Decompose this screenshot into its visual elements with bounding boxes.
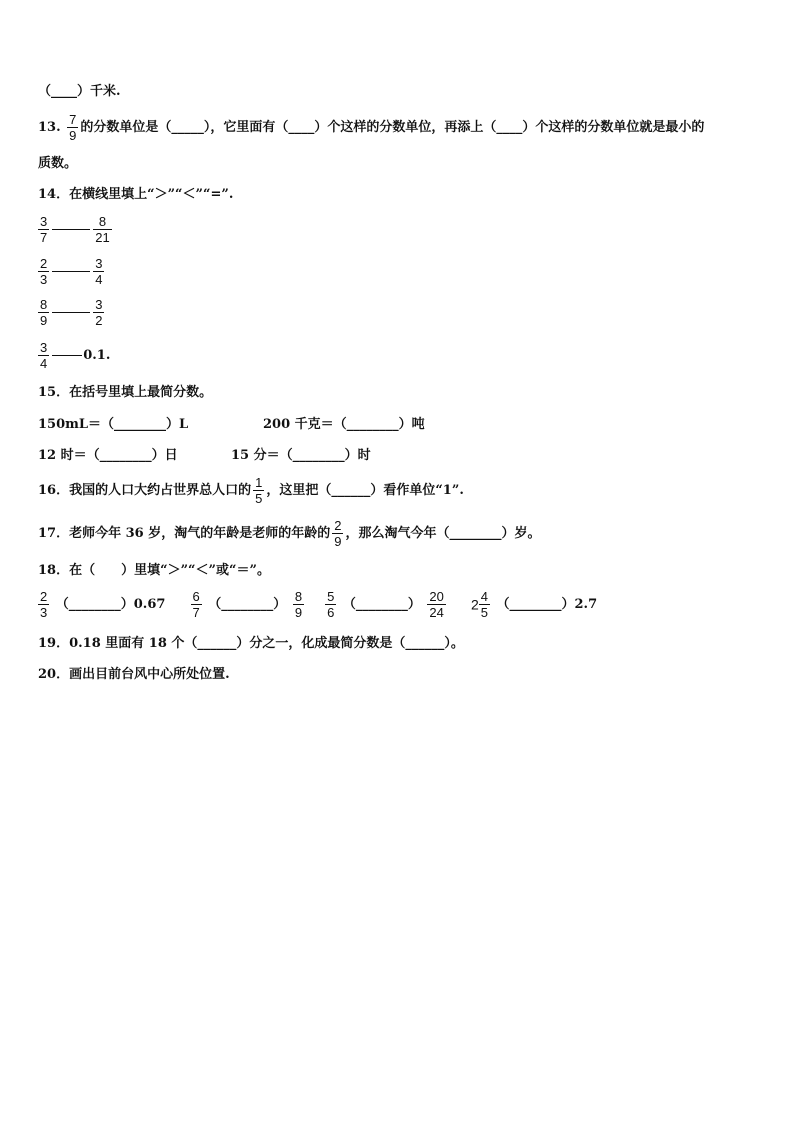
question-19: 19．0.18 里面有 18 个（______）分之一，化成最简分数是（______）。 bbox=[38, 636, 464, 651]
frac-num: 20 bbox=[429, 589, 444, 604]
q14-r1-right bbox=[93, 214, 111, 245]
q18-text-1: （________）0.67 bbox=[55, 597, 166, 612]
frac-num: 4 bbox=[480, 589, 488, 604]
frac-den: 7 bbox=[40, 230, 48, 245]
q18-text-3: （________） bbox=[342, 597, 421, 612]
q14-row-2 bbox=[38, 256, 106, 287]
frac-num: 2 bbox=[40, 589, 48, 604]
frac-num: 1 bbox=[255, 475, 263, 490]
q14-title: 14．在横线里填上“＞”“＜”“=”. bbox=[38, 187, 234, 202]
q14-row-1 bbox=[38, 214, 114, 245]
q18-mixed-whole: 2 bbox=[470, 596, 479, 613]
q18-frac-6 bbox=[479, 589, 490, 620]
q14-r4-value: 0.1. bbox=[83, 348, 111, 363]
q14-row-3 bbox=[38, 297, 106, 328]
q14-r3-left bbox=[38, 297, 49, 328]
q13-fraction bbox=[67, 112, 78, 143]
q18-frac-4 bbox=[325, 589, 336, 620]
q17-text-post: ，那么淘气今年（________）岁。 bbox=[345, 526, 541, 541]
q18-row bbox=[38, 589, 597, 620]
q14-r2-left bbox=[38, 256, 49, 287]
frac-num: 3 bbox=[95, 256, 103, 271]
frac-num: 6 bbox=[192, 589, 200, 604]
q18-text-4: （________）2.7 bbox=[496, 597, 598, 612]
frac-den: 5 bbox=[480, 605, 488, 620]
frac-den: 24 bbox=[429, 605, 444, 620]
q16-fraction bbox=[253, 475, 264, 506]
line-top: （____）千米. bbox=[38, 84, 121, 99]
q17-fraction bbox=[332, 518, 343, 549]
q14-r2-right bbox=[93, 256, 104, 287]
question-17 bbox=[38, 518, 540, 549]
frac-num: 3 bbox=[95, 297, 103, 312]
frac-den: 7 bbox=[192, 605, 200, 620]
frac-den: 3 bbox=[40, 272, 48, 287]
frac-den: 5 bbox=[255, 491, 263, 506]
answer-line[interactable] bbox=[52, 312, 90, 313]
q16-text-pre: 16．我国的人口大约占世界总人口的 bbox=[38, 483, 252, 498]
question-20: 20．画出目前台风中心所处位置. bbox=[38, 667, 230, 682]
frac-num: 8 bbox=[294, 589, 303, 604]
frac-num: 3 bbox=[40, 340, 48, 355]
q16-text-post: ，这里把（______）看作单位“1”. bbox=[266, 483, 464, 498]
frac-den: 2 bbox=[95, 313, 103, 328]
q14-r4-left bbox=[38, 340, 49, 371]
q15-item-d: 15 分＝（________）时 bbox=[231, 448, 371, 463]
frac-den: 6 bbox=[327, 605, 335, 620]
q14-r3-right bbox=[93, 297, 104, 328]
question-16 bbox=[38, 475, 464, 506]
q14-row-4 bbox=[38, 340, 110, 371]
q18-frac-5 bbox=[427, 589, 445, 620]
frac-num: 2 bbox=[40, 256, 48, 271]
q18-frac-1 bbox=[38, 589, 49, 620]
frac-den: 9 bbox=[334, 534, 342, 549]
q15-item-a: 150mL＝（________）L bbox=[38, 417, 189, 432]
q15-title: 15．在括号里填上最简分数。 bbox=[38, 385, 213, 400]
q15-item-c: 12 时＝（________）日 bbox=[38, 448, 178, 463]
q17-text-pre: 17．老师今年 36 岁，淘气的年龄是老师的年龄的 bbox=[38, 526, 331, 541]
frac-den: 4 bbox=[40, 356, 48, 371]
q18-frac-3 bbox=[293, 589, 304, 620]
q13-number: 13. bbox=[38, 120, 61, 135]
frac-den: 4 bbox=[95, 272, 103, 287]
q18-frac-2 bbox=[191, 589, 202, 620]
frac-num: 5 bbox=[327, 589, 335, 604]
q14-r1-left bbox=[38, 214, 49, 245]
q13-frac-num: 7 bbox=[69, 112, 77, 127]
answer-line[interactable] bbox=[52, 229, 90, 230]
q13-text: 的分数单位是（_____），它里面有（____）个这样的分数单位，再添上（____）个这样的分数单位就是最小的 bbox=[80, 120, 705, 135]
q18-text-2: （________） bbox=[208, 597, 287, 612]
q18-title: 18．在（ ）里填“＞”“＜”或“＝”。 bbox=[38, 563, 270, 578]
frac-den: 21 bbox=[95, 230, 110, 245]
frac-num: 8 bbox=[40, 297, 48, 312]
answer-line[interactable] bbox=[52, 355, 82, 356]
frac-den: 9 bbox=[40, 313, 48, 328]
question-13 bbox=[38, 112, 704, 143]
frac-den: 9 bbox=[294, 605, 303, 620]
frac-num: 8 bbox=[93, 214, 111, 230]
q13-frac-den: 9 bbox=[69, 128, 77, 143]
frac-den: 3 bbox=[40, 605, 48, 620]
frac-num: 3 bbox=[40, 214, 48, 229]
q13-continuation: 质数。 bbox=[38, 156, 78, 171]
q15-item-b: 200 千克＝（________）吨 bbox=[263, 417, 425, 432]
frac-num: 2 bbox=[334, 518, 342, 533]
answer-line[interactable] bbox=[52, 271, 90, 272]
